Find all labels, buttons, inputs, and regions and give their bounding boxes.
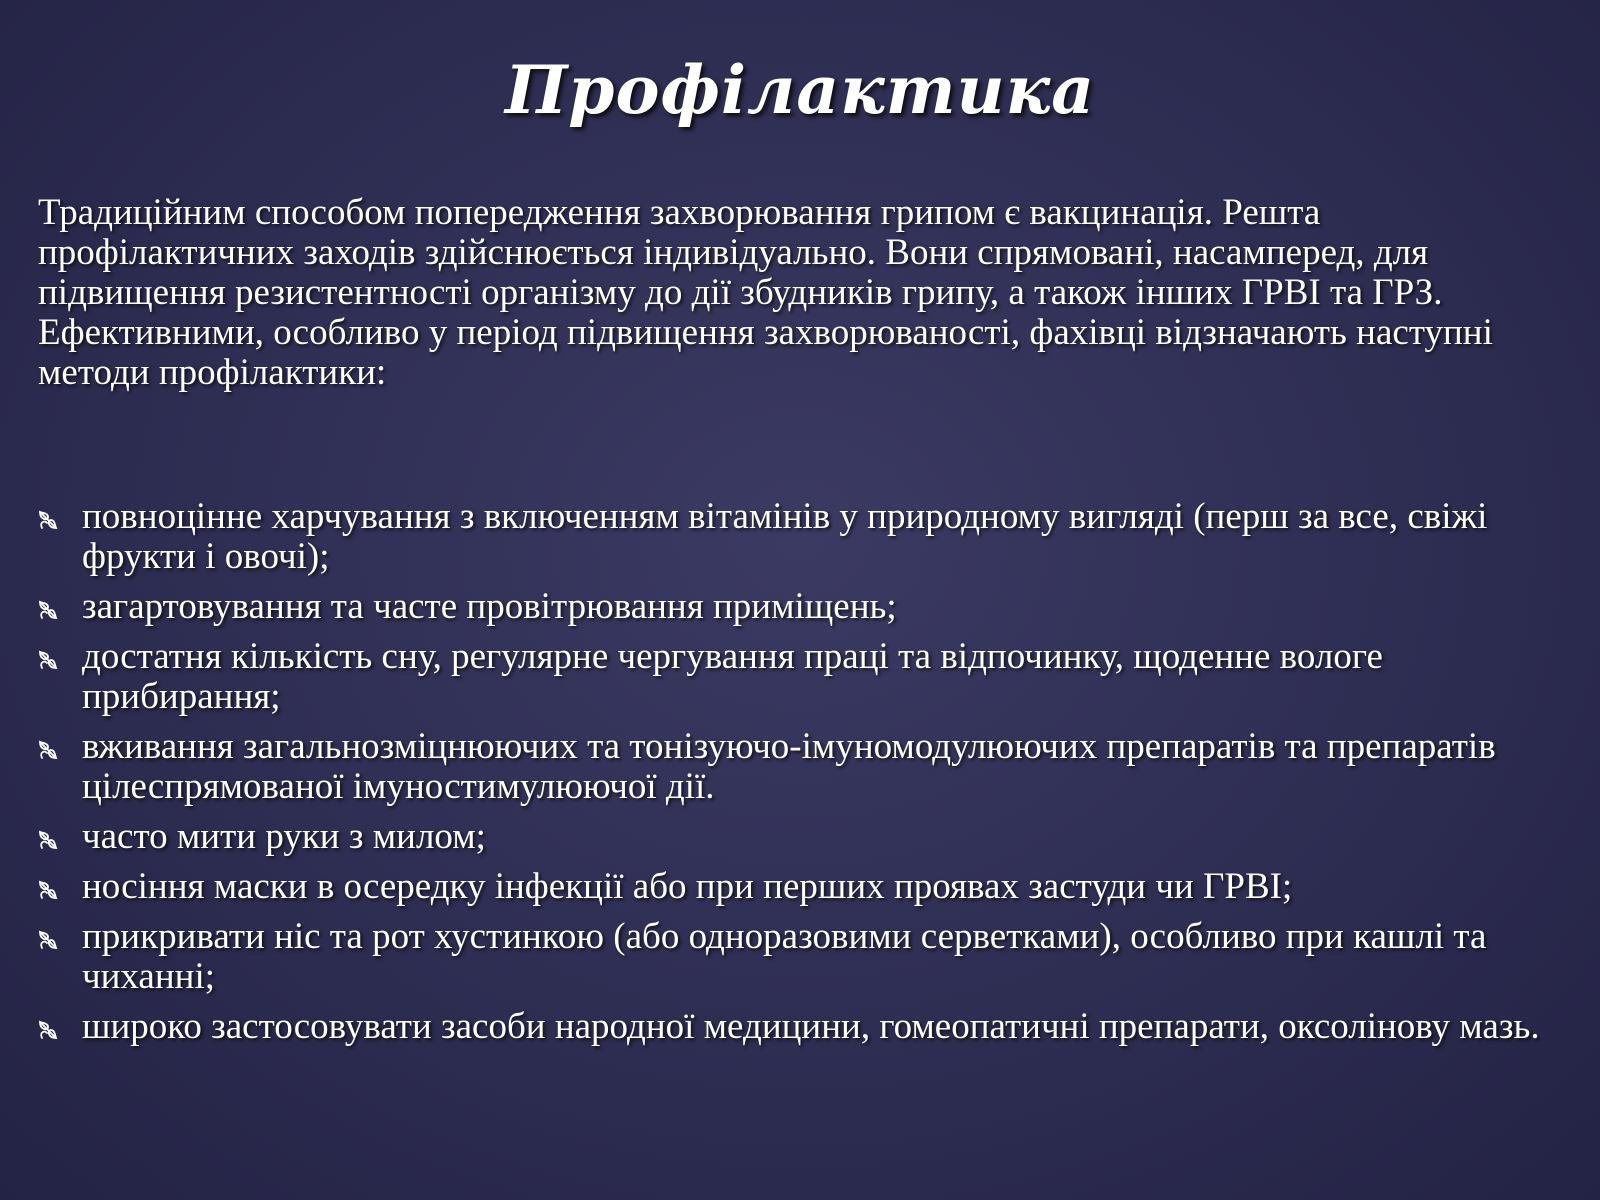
list-item-text: загартовування та часте провітрювання приміщень;	[82, 586, 897, 627]
list-item	[36, 497, 1566, 577]
clover-bullet-icon	[36, 1018, 60, 1042]
intro-paragraph: Традиційним способом попередження захворювання грипом є вакцинація. Решта профілактичних заходів здійснюється індивідуально. Вони спрямовані, насамперед, для підвищення резистентності організму до дії збудників грипу, а також інших ГРВІ та ГРЗ. Ефективними, особливо у період підвищення захворюваності, фахівці відзначають наступні методи профілактики:	[38, 192, 1493, 393]
clover-bullet-icon	[36, 828, 60, 852]
list-item-text: вживання загальнозміцнюючих та тонізуючо-імуномодулюючих препаратів та препаратів цілеспрямованої імуностимулюючої дії.	[82, 726, 1496, 807]
list-item-text: носіння маски в осередку інфекції або при перших проявах застуди чи ГРВІ;	[82, 866, 1293, 907]
clover-bullet-icon	[36, 928, 60, 952]
list-item	[36, 867, 1566, 907]
list-item-text: достатня кількість сну, регулярне чергування праці та відпочинку, щоденне вологе прибирання;	[82, 636, 1383, 717]
clover-bullet-icon	[36, 598, 60, 622]
list-item	[36, 637, 1566, 717]
list-item	[36, 1007, 1566, 1047]
list-item-text: повноцінне харчування з включенням вітамінів у природному вигляді (перш за все, свіжі фрукти і овочі);	[82, 496, 1488, 577]
prevention-list	[36, 497, 1566, 1057]
list-item	[36, 727, 1566, 807]
list-item	[36, 917, 1566, 997]
clover-bullet-icon	[36, 738, 60, 762]
clover-bullet-icon	[36, 648, 60, 672]
list-item-text: прикривати ніс та рот хустинкою (або одноразовими серветками), особливо при кашлі та чиханні;	[82, 916, 1487, 997]
list-item-text: часто мити руки з милом;	[82, 816, 486, 857]
slide-title: Профілактика	[504, 51, 1096, 129]
list-item	[36, 587, 1566, 627]
list-item-text: широко застосовувати засоби народної медицини, гомеопатичні препарати, оксолінову мазь.	[82, 1006, 1540, 1047]
list-item	[36, 817, 1566, 857]
clover-bullet-icon	[36, 508, 60, 532]
clover-bullet-icon	[36, 878, 60, 902]
